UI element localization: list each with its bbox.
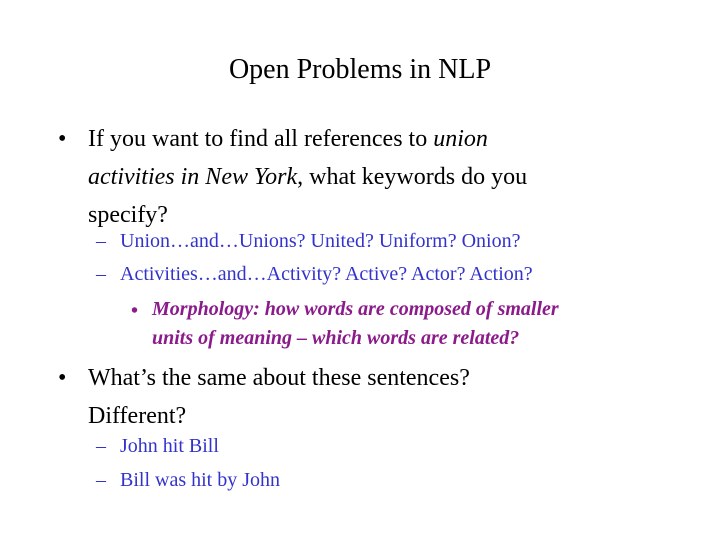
subsub-line-1: Morphology: how words are composed of smaller bbox=[152, 298, 559, 320]
bullet-2-line-2: Different? bbox=[88, 403, 187, 429]
dash-marker: – bbox=[96, 469, 106, 491]
bullet-1-italic-activities: activities in New York bbox=[88, 164, 298, 190]
dash-marker: – bbox=[96, 263, 106, 285]
bullet-1-italic-union: union bbox=[433, 126, 488, 152]
bullet-1 bbox=[88, 120, 648, 234]
subitem-unions: Union…and…Unions? United? Uniform? Onion? bbox=[120, 230, 521, 252]
bullet-1-line-2-text: , what keywords do you bbox=[297, 164, 528, 190]
bullet-1-line-1 bbox=[88, 120, 648, 158]
dash-marker: – bbox=[96, 230, 106, 252]
bullet-1-line-1-text: If you want to find all references to bbox=[88, 126, 434, 152]
dash-marker: – bbox=[96, 435, 106, 457]
bullet-2 bbox=[88, 359, 648, 435]
bullet-1-line-3: specify? bbox=[88, 202, 168, 228]
subitem-activities: Activities…and…Activity? Active? Actor? Action? bbox=[120, 263, 533, 285]
bullet-marker: • bbox=[58, 365, 67, 391]
subsub-morphology bbox=[152, 295, 672, 353]
slide-title: Open Problems in NLP bbox=[228, 54, 492, 85]
subsub-bullet-marker: • bbox=[131, 300, 139, 322]
bullet-marker: • bbox=[58, 126, 67, 152]
subitem-bill-was-hit: Bill was hit by John bbox=[120, 469, 281, 491]
bullet-1-line-2 bbox=[88, 158, 648, 196]
bullet-2-line-1: What’s the same about these sentences? bbox=[88, 365, 470, 391]
subsub-line-2: units of meaning – which words are related? bbox=[152, 327, 520, 349]
subitem-john-hit-bill: John hit Bill bbox=[120, 435, 219, 457]
